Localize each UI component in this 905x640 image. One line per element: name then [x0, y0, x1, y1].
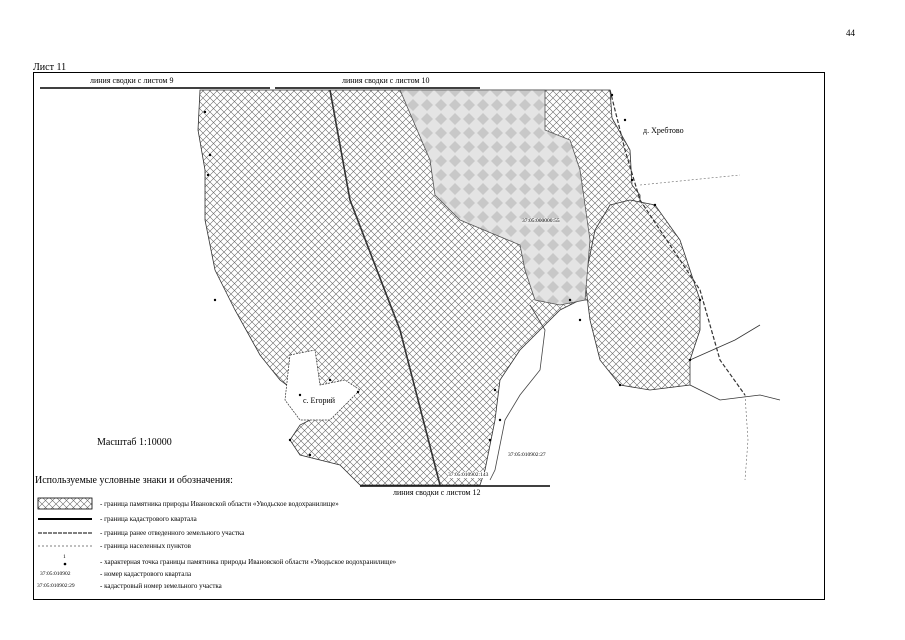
- legend-sample-parcel: 37:05:010902:29: [37, 583, 75, 589]
- legend-symbol-monument: [38, 498, 92, 509]
- page-number: 44: [846, 28, 855, 38]
- road-line: [690, 325, 760, 360]
- legend-item-parcel: - граница ранее отведенного земельного участка: [100, 529, 245, 537]
- locality-khrebtovo: д. Хребтово: [643, 126, 684, 135]
- settlement-boundary-line: [640, 175, 740, 185]
- legend-sample-quarter: 37:05:010902: [40, 571, 71, 577]
- road-line-2: [690, 385, 780, 400]
- parcel-number-bottom-edge: 37:05:010902:143: [448, 472, 489, 478]
- map-scale: Масштаб 1:10000: [97, 437, 172, 448]
- locality-egoriy: с. Егорий: [303, 396, 336, 405]
- legend-sample-point: 1: [63, 554, 66, 560]
- legend-title: Используемые условные знаки и обозначения:: [35, 475, 233, 486]
- parcel-number-bottom: 37:05:010902:27: [508, 452, 546, 458]
- legend-item-point: - характерная точка границы памятника природы Ивановской области «Уводьское водохранилище»: [100, 558, 397, 566]
- sheet-title: Лист 11: [33, 62, 67, 73]
- settlement-boundary-east: [745, 395, 748, 480]
- legend-item-quarter-number: - номер кадастрового квартала: [100, 570, 192, 578]
- link-label-sheet-12: линия сводки с листом 12: [393, 488, 481, 497]
- link-label-sheet-9: линия сводки с листом 9: [90, 76, 174, 85]
- monument-area-east: [585, 200, 700, 390]
- legend-item-parcel-number: - кадастровый номер земельного участка: [100, 582, 222, 590]
- legend-symbol-point: [64, 563, 67, 566]
- legend-item-monument: - граница памятника природы Ивановской области «Уводьское водохранилище»: [100, 500, 339, 508]
- legend-item-settlement: - граница населенных пунктов: [100, 542, 191, 550]
- legend-item-quarter: - граница кадастрового квартала: [100, 515, 197, 523]
- parcel-number-center: 37:05:000000:55: [522, 218, 560, 224]
- link-label-sheet-10: линия сводки с листом 10: [342, 76, 430, 85]
